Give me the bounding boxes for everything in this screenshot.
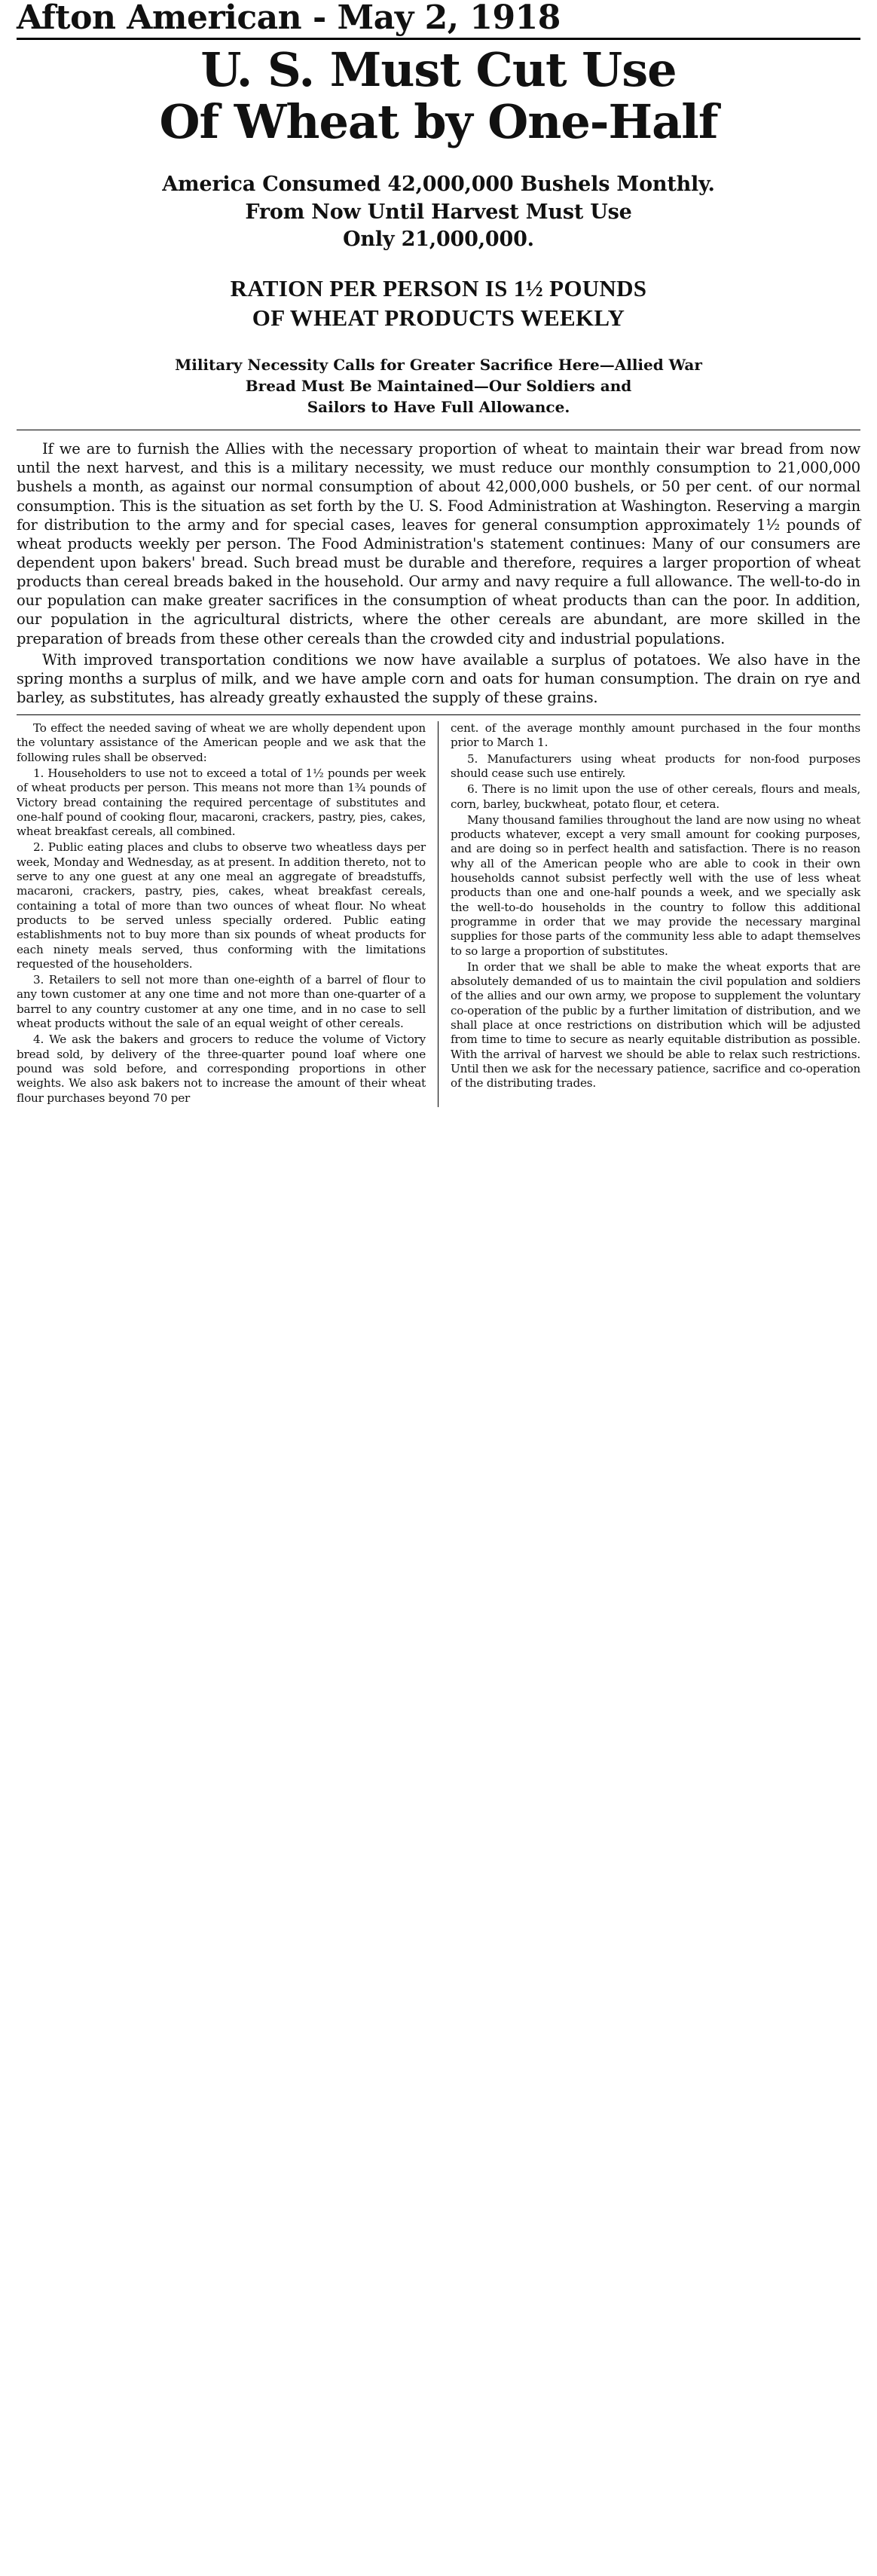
divider-above-columns <box>17 714 860 715</box>
body-paragraph: In order that we shall be able to make the wheat exports that are absolutely demanded of us to maintain the civil population and soldiers of the allies and our own army, we propose to supplement the voluntary co-operation of the public by a further limitation of distribution, and we shall place at once restrictions on distribution which will be adjusted from time to time to secure as nearly equitable distribution as possible. With the arrival of harvest we should be able to relax such restrictions. Until then we ask for the necessary patience, sacrifice and co-operation of the distributing trades. <box>451 959 860 1091</box>
newspaper-title: Afton American - May 2, 1918 <box>17 0 561 37</box>
body-paragraph: cent. of the average monthly amount purchased in the four months prior to March 1. <box>451 721 860 750</box>
body-paragraph: To effect the needed saving of wheat we are wholly dependent upon the voluntary assistance of the American people and we ask that the following rules shall be observed: <box>17 721 426 764</box>
newspaper-page <box>0 0 877 1115</box>
masthead <box>17 0 860 40</box>
body-paragraph: 2. Public eating places and clubs to observe two wheatless days per week, Monday and Wednesday, as at present. In addition thereto, not to serve to any one guest at any one meal an aggregate of breadstuffs, macaroni, crackers, pastry, pies, cakes, wheat breakfast cereals, containing a total of more than two ounces of wheat flour. No wheat products to be served unless specially ordered. Public eating establishments not to buy more than six pounds of wheat products for each ninety meals served, thus conforming with the limitations requested of the householders. <box>17 840 426 971</box>
two-column-body <box>17 721 860 1107</box>
lead-paragraph: With improved transportation conditions we now have available a surplus of potatoes. We also have in the spring months a surplus of milk, and we have ample corn and oats for human consumption. The drain on rye and barley, as substitutes, has already greatly exhausted the supply of these grains. <box>17 650 860 706</box>
body-paragraph: 3. Retailers to sell not more than one-eighth of a barrel of flour to any town customer at any one time and not more than one-quarter of a barrel to any country customer at any one time, and in no case to sell wheat products without the sale of an equal weight of other cereals. <box>17 973 426 1031</box>
lead-article-body <box>17 439 860 707</box>
subheadline-necessity <box>17 354 860 418</box>
subheadline-ration <box>17 274 860 333</box>
subheadline-consumption-line-2: From Now Until Harvest Must Use <box>245 200 632 224</box>
subheadline-ration-line-2: OF WHEAT PRODUCTS WEEKLY <box>252 304 625 332</box>
subheadline-necessity-line-3: Sailors to Have Full Allowance. <box>307 398 570 417</box>
column-left <box>17 721 438 1107</box>
subheadline-ration-line-1: RATION PER PERSON IS 1½ POUNDS <box>230 274 647 301</box>
subheadline-consumption <box>17 171 860 253</box>
body-paragraph: 1. Householders to use not to exceed a total of 1½ pounds per week of wheat products per person. This means not more than 1¾ pounds of Victory bread containing the required percentage of substitutes and one-half pound of cooking flour, macaroni, crackers, pastry, pies, cakes, wheat breakfast cereals, all combined. <box>17 766 426 839</box>
subheadline-consumption-line-3: Only 21,000,000. <box>343 228 534 252</box>
body-paragraph: 4. We ask the bakers and grocers to reduce the volume of Victory bread sold, by delivery of the three-quarter pound loaf where one pound was sold before, and corresponding proportions in other weights. We also ask bakers not to increase the amount of their wheat flour purchases beyond 70 per <box>17 1033 426 1105</box>
column-right <box>438 721 860 1107</box>
subheadline-necessity-line-1: Military Necessity Calls for Greater Sacrifice Here—Allied War <box>175 356 702 375</box>
headline-line-1: U. S. Must Cut Use <box>200 42 677 97</box>
subheadline-necessity-line-2: Bread Must Be Maintained—Our Soldiers and <box>245 377 632 396</box>
subheadline-consumption-line-1: America Consumed 42,000,000 Bushels Monthly. <box>162 173 715 197</box>
main-headline <box>17 42 860 150</box>
headline-line-2: Of Wheat by One-Half <box>159 94 718 150</box>
lead-paragraph: If we are to furnish the Allies with the necessary proportion of wheat to maintain their war bread from now until the next harvest, and this is a military necessity, we must reduce our monthly consumption to 21,000,000 bushels a month, as against our normal consumption of about 42,000,000 bushels, or 50 per cent. of our normal consumption. This is the situation as set forth by the U. S. Food Administration at Washington. Reserving a margin for distribution to the army and for special cases, leaves for general consumption approximately 1½ pounds of wheat products weekly per person. The Food Administration's statement continues: Many of our consumers are dependent upon bakers' bread. Such bread must be durable and therefore, requires a larger proportion of wheat products than cereal breads baked in the household. Our army and navy require a full allowance. The well-to-do in our population can make greater sacrifices in the consumption of wheat products than can the poor. In addition, our population in the agricultural districts, where the other cereals are abundant, are more skilled in the preparation of breads from these other cereals than the crowded city and industrial populations. <box>17 440 860 647</box>
body-paragraph: Many thousand families throughout the land are now using no wheat products whatever, except a very small amount for cooking purposes, and are doing so in perfect health and satisfaction. There is no reason why all of the American people who are able to cook in their own households cannot subsist perfectly well with the use of less wheat products than one and one-half pounds a week, and we specially ask the well-to-do households in the country to follow this additional programme in order that we may provide the necessary marginal supplies for those parts of the community less able to adapt themselves to so large a proportion of substitutes. <box>451 812 860 958</box>
body-paragraph: 5. Manufacturers using wheat products for non-food purposes should cease such use entirely. <box>451 751 860 780</box>
body-paragraph: 6. There is no limit upon the use of other cereals, flours and meals, corn, barley, buckwheat, potato flour, et cetera. <box>451 782 860 811</box>
